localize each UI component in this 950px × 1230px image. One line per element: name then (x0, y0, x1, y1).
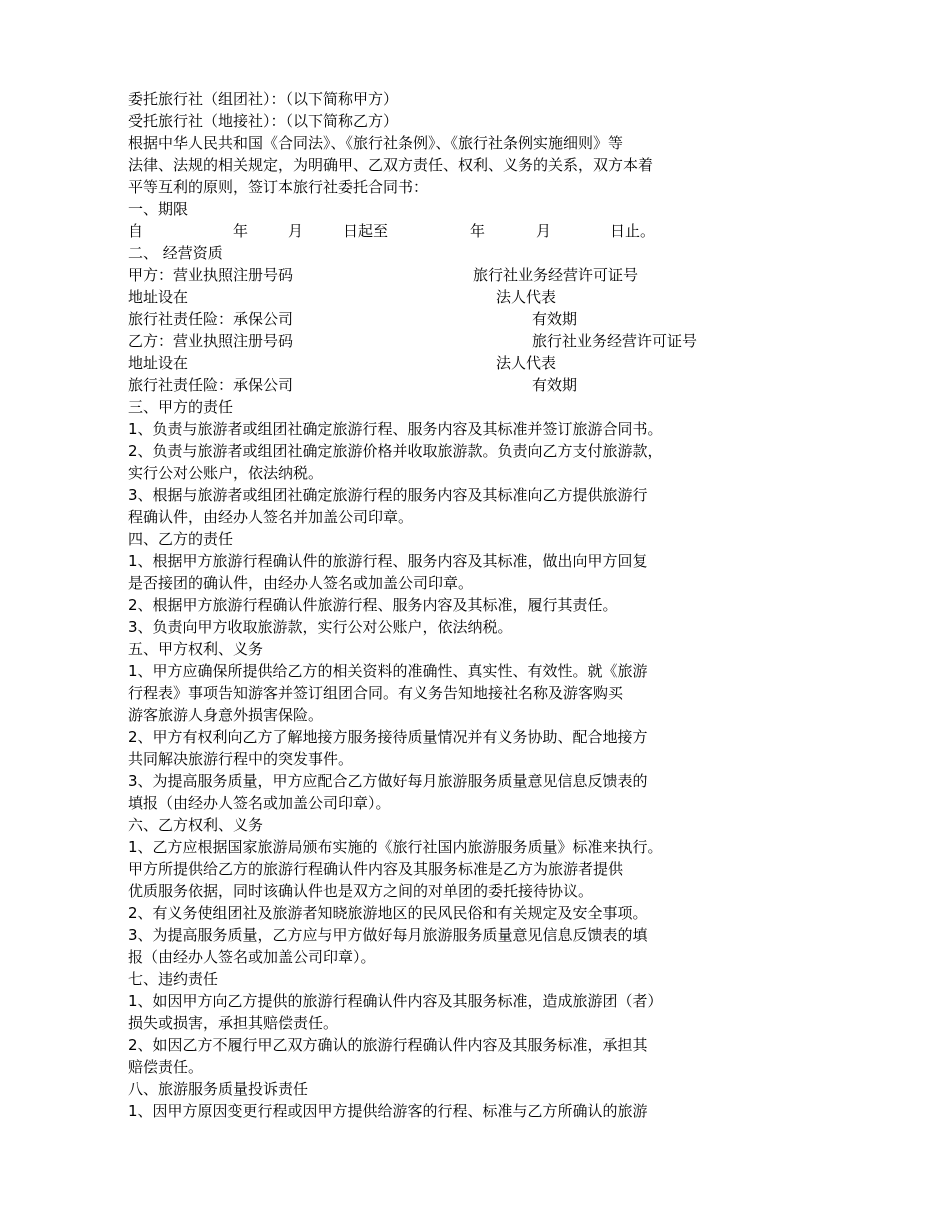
period-month-2: 月 (536, 222, 552, 240)
qual-line-a-license (128, 264, 728, 286)
intro-line: 平等互利的原则，签订本旅行社委托合同书： (128, 178, 429, 196)
period-day-1: 日起至 (343, 222, 389, 240)
period-month-1: 月 (288, 222, 304, 240)
qual-line-a-insurance (128, 308, 728, 330)
period-from: 自 (128, 222, 144, 240)
clause-line: 共同解决旅游行程中的突发事件。 (128, 750, 354, 768)
document-body (128, 88, 728, 1122)
clause-line: 损失或损害，承担其赔偿责任。 (128, 1014, 339, 1032)
qual-line-b-license (128, 330, 728, 352)
clause-line: 1、如因甲方向乙方提供的旅游行程确认件内容及其服务标准，造成旅游团（者） (128, 992, 663, 1010)
period-year-1: 年 (233, 222, 249, 240)
period-day-2: 日止。 (610, 222, 656, 240)
clause-line: 程确认件，由经办人签名并加盖公司印章。 (128, 508, 414, 526)
clause-line: 行程表》事项告知游客并签订组团合同。有义务告知地接社名称及游客购买 (128, 684, 624, 702)
section-title: 七、违约责任 (128, 970, 219, 988)
clause-line: 1、因甲方原因变更行程或因甲方提供给游客的行程、标准与乙方所确认的旅游 (128, 1102, 648, 1120)
section-title: 二、 经营资质 (128, 244, 223, 262)
b-rep-label: 法人代表 (496, 354, 557, 372)
b-valid-label: 有效期 (532, 376, 578, 394)
clause-line: 2、根据甲方旅游行程确认件旅游行程、服务内容及其标准，履行其责任。 (128, 596, 618, 614)
b-license-label: 乙方：营业执照注册号码 (128, 332, 294, 350)
clause-line: 3、根据与旅游者或组团社确定旅游行程的服务内容及其标准向乙方提供旅游行 (128, 486, 648, 504)
section-title: 三、甲方的责任 (128, 398, 234, 416)
clause-line: 2、有义务使组团社及旅游者知晓旅游地区的民风民俗和有关规定及安全事项。 (128, 904, 648, 922)
clause-line: 3、为提高服务质量，甲方应配合乙方做好每月旅游服务质量意见信息反馈表的 (128, 772, 648, 790)
clause-line: 2、如因乙方不履行甲乙双方确认的旅游行程确认件内容及其服务标准，承担其 (128, 1036, 648, 1054)
clause-line: 游客旅游人身意外损害保险。 (128, 706, 324, 724)
section-title: 四、乙方的责任 (128, 530, 234, 548)
a-address-label: 地址设在 (128, 288, 189, 306)
intro-line: 法律、法规的相关规定，为明确甲、乙双方责任、权利、义务的关系，双方本着 (128, 156, 654, 174)
qual-line-b-address (128, 352, 728, 374)
clause-line: 甲方所提供给乙方的旅游行程确认件内容及其服务标准是乙方为旅游者提供 (128, 860, 624, 878)
clause-line: 1、负责与旅游者或组团社确定旅游行程、服务内容及其标准并签订旅游合同书。 (128, 420, 663, 438)
clause-line: 1、甲方应确保所提供给乙方的相关资料的准确性、真实性、有效性。就《旅游 (128, 662, 648, 680)
clause-line: 2、负责与旅游者或组团社确定旅游价格并收取旅游款。负责向乙方支付旅游款， (128, 442, 663, 460)
clause-line: 填报（由经办人签名或加盖公司印章）。 (128, 794, 391, 812)
qual-line-a-address (128, 286, 728, 308)
b-permit-label: 旅行社业务经营许可证号 (532, 332, 698, 350)
intro-line: 根据中华人民共和国《合同法》、《旅行社条例》、《旅行社条例实施细则》等 (128, 134, 624, 152)
intro-line: 受托旅行社（地接社）：（以下简称乙方） (128, 112, 399, 130)
clause-line: 是否接团的确认件，由经办人签名或加盖公司印章。 (128, 574, 474, 592)
clause-line: 优质服务依据，同时该确认件也是双方之间的对单团的委托接待协议。 (128, 882, 594, 900)
section-title: 六、乙方权利、义务 (128, 816, 264, 834)
clause-line: 3、为提高服务质量，乙方应与甲方做好每月旅游服务质量意见信息反馈表的填 (128, 926, 648, 944)
a-rep-label: 法人代表 (496, 288, 557, 306)
b-insurance-label: 旅行社责任险：承保公司 (128, 376, 294, 394)
clause-line: 3、负责向甲方收取旅游款，实行公对公账户，依法纳税。 (128, 618, 513, 636)
a-valid-label: 有效期 (532, 310, 578, 328)
clause-line: 报（由经办人签名或加盖公司印章）。 (128, 948, 376, 966)
clause-line: 赔偿责任。 (128, 1058, 204, 1076)
period-year-2: 年 (470, 222, 486, 240)
clause-line: 1、乙方应根据国家旅游局颁布实施的《旅行社国内旅游服务质量》标准来执行。 (128, 838, 663, 856)
clause-line: 1、根据甲方旅游行程确认件的旅游行程、服务内容及其标准，做出向甲方回复 (128, 552, 648, 570)
a-insurance-label: 旅行社责任险：承保公司 (128, 310, 294, 328)
period-line (128, 220, 728, 242)
section-title: 五、甲方权利、义务 (128, 640, 264, 658)
clause-line: 2、甲方有权利向乙方了解地接方服务接待质量情况并有义务协助、配合地接方 (128, 728, 648, 746)
clause-line: 实行公对公账户，依法纳税。 (128, 464, 324, 482)
section-title: 一、期限 (128, 200, 189, 218)
section-title: 八、旅游服务质量投诉责任 (128, 1080, 309, 1098)
a-license-label: 甲方：营业执照注册号码 (128, 266, 294, 284)
b-address-label: 地址设在 (128, 354, 189, 372)
qual-line-b-insurance (128, 374, 728, 396)
a-permit-label: 旅行社业务经营许可证号 (473, 266, 639, 284)
intro-line: 委托旅行社（组团社）：（以下简称甲方） (128, 90, 399, 108)
